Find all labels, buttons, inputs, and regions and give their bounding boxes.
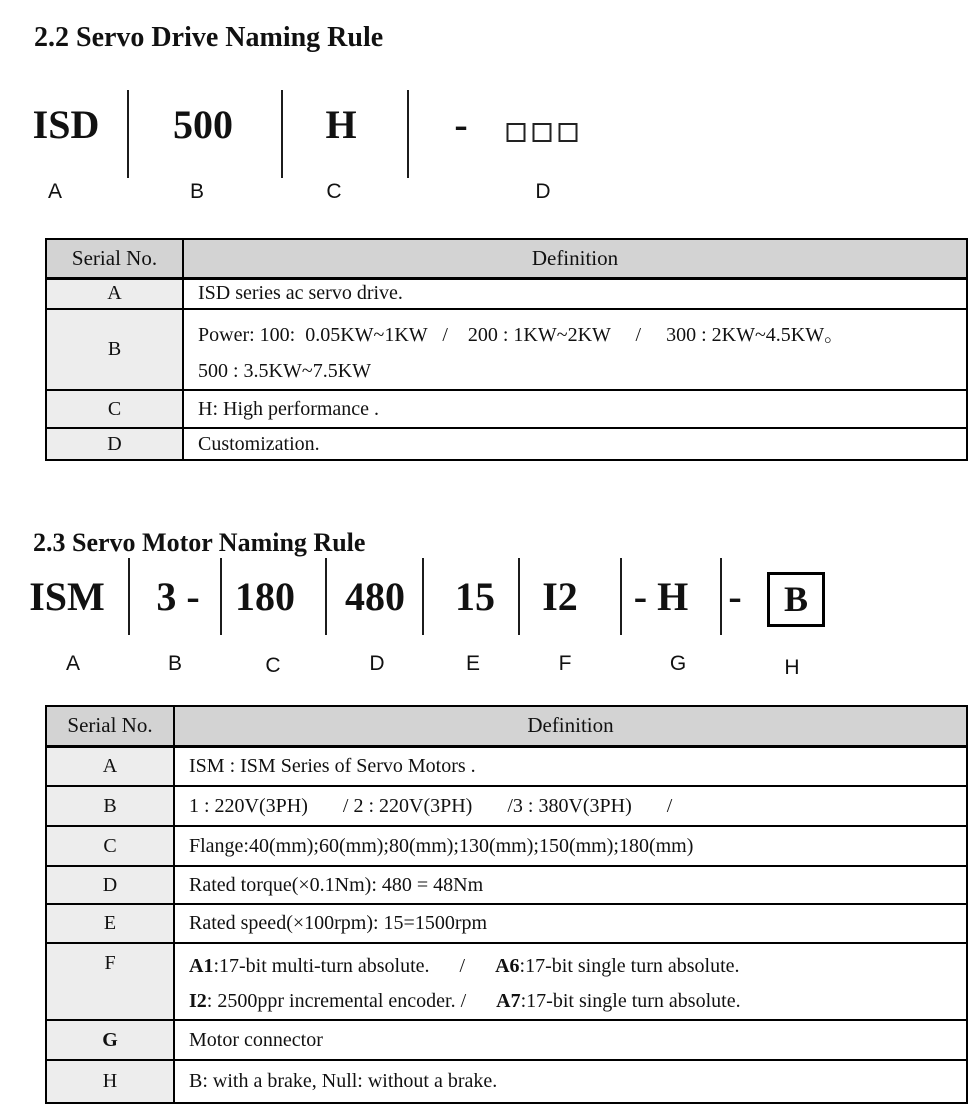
drive-definition-table	[45, 238, 968, 461]
definition-cell: Flange:40(mm);60(mm);80(mm);130(mm);150(mm);180(mm)	[174, 826, 967, 866]
table-row	[46, 826, 967, 866]
motor-code-speed: 15	[455, 574, 495, 619]
section-heading-servo-drive: 2.2 Servo Drive Naming Rule	[34, 22, 384, 53]
motor-label-f: F	[558, 652, 572, 675]
separator-bar	[620, 558, 622, 635]
definition-cell: 1 : 220V(3PH) / 2 : 220V(3PH) /3 : 380V(3PH) /	[174, 786, 967, 826]
motor-code-dash: -	[728, 574, 742, 619]
motor-label-b: B	[167, 652, 183, 675]
separator-bar	[220, 558, 222, 635]
definition-cell: B: with a brake, Null: without a brake.	[174, 1060, 967, 1103]
column-header-definition: Definition	[183, 239, 967, 278]
placeholder-square	[507, 123, 526, 142]
motor-code-brake: B	[783, 579, 808, 619]
motor-label-d: D	[369, 652, 385, 675]
serial-cell: A	[46, 746, 174, 786]
table-row	[46, 904, 967, 943]
motor-label-g: G	[669, 652, 687, 675]
serial-cell: G	[46, 1020, 174, 1060]
table-row	[46, 943, 967, 1020]
motor-code-brake-box	[767, 572, 825, 627]
column-header-serial: Serial No.	[46, 706, 174, 746]
motor-label-c: C	[265, 654, 281, 677]
drive-code-dash: -	[454, 102, 468, 147]
separator-bar	[422, 558, 424, 635]
motor-code-encoder: I2	[542, 574, 578, 619]
table-row	[46, 1020, 967, 1060]
table-row	[46, 309, 967, 390]
table-row	[46, 278, 967, 309]
separator-bar	[518, 558, 520, 635]
section-heading-servo-motor: 2.3 Servo Motor Naming Rule	[33, 528, 366, 557]
drive-label-b: B	[189, 180, 205, 203]
definition-cell: Rated speed(×100rpm): 15=1500rpm	[174, 904, 967, 943]
placeholder-square	[559, 123, 578, 142]
drive-code-performance: H	[325, 102, 357, 147]
motor-label-h: H	[784, 656, 800, 679]
separator-bar	[128, 558, 130, 635]
table-row	[46, 786, 967, 826]
separator-bar	[281, 90, 283, 178]
drive-label-c: C	[326, 180, 342, 203]
drive-label-d: D	[535, 180, 551, 203]
definition-cell: A1:17-bit multi-turn absolute. / A6:17-bit single turn absolute. I2: 2500ppr incremental encoder. / A7:17-bit single turn absolute.	[174, 943, 967, 1020]
table-row	[46, 390, 967, 428]
separator-bar	[325, 558, 327, 635]
serial-cell: C	[46, 390, 183, 428]
serial-cell: C	[46, 826, 174, 866]
definition-cell: Customization.	[183, 428, 967, 460]
separator-bar	[127, 90, 129, 178]
definition-cell: Motor connector	[174, 1020, 967, 1060]
serial-cell: F	[46, 943, 174, 1020]
motor-definition-table	[45, 705, 968, 1104]
motor-code-voltage: 3 -	[156, 574, 200, 619]
definition-cell: ISD series ac servo drive.	[183, 278, 967, 309]
table-row	[46, 1060, 967, 1103]
motor-code-torque: 480	[345, 574, 405, 619]
drive-code-placeholder-squares	[507, 123, 578, 142]
table-row	[46, 746, 967, 786]
column-header-serial: Serial No.	[46, 239, 183, 278]
definition-cell: Power: 100: 0.05KW~1KW / 200 : 1KW~2KW / 300 : 2KW~4.5KW。 500 : 3.5KW~7.5KW	[183, 309, 967, 390]
serial-cell: A	[46, 278, 183, 309]
separator-bar	[407, 90, 409, 178]
motor-code-connector: - H	[633, 574, 689, 619]
separator-bar	[720, 558, 722, 635]
motor-code-flange: 180	[235, 574, 295, 619]
definition-cell: ISM : ISM Series of Servo Motors .	[174, 746, 967, 786]
motor-label-e: E	[465, 652, 481, 675]
definition-cell: H: High performance .	[183, 390, 967, 428]
table-row	[46, 428, 967, 460]
serial-cell: E	[46, 904, 174, 943]
table-header-row	[46, 706, 967, 746]
definition-cell: Rated torque(×0.1Nm): 480 = 48Nm	[174, 866, 967, 904]
table-row	[46, 866, 967, 904]
serial-cell: H	[46, 1060, 174, 1103]
serial-cell: B	[46, 786, 174, 826]
motor-code-series: ISM	[29, 574, 105, 619]
placeholder-square	[533, 123, 552, 142]
drive-label-a: A	[47, 180, 63, 203]
column-header-definition: Definition	[174, 706, 967, 746]
serial-cell: D	[46, 866, 174, 904]
serial-cell: B	[46, 309, 183, 390]
drive-code-power: 500	[173, 102, 233, 147]
motor-label-a: A	[65, 652, 81, 675]
table-header-row	[46, 239, 967, 278]
drive-code-series: ISD	[32, 102, 100, 147]
serial-cell: D	[46, 428, 183, 460]
